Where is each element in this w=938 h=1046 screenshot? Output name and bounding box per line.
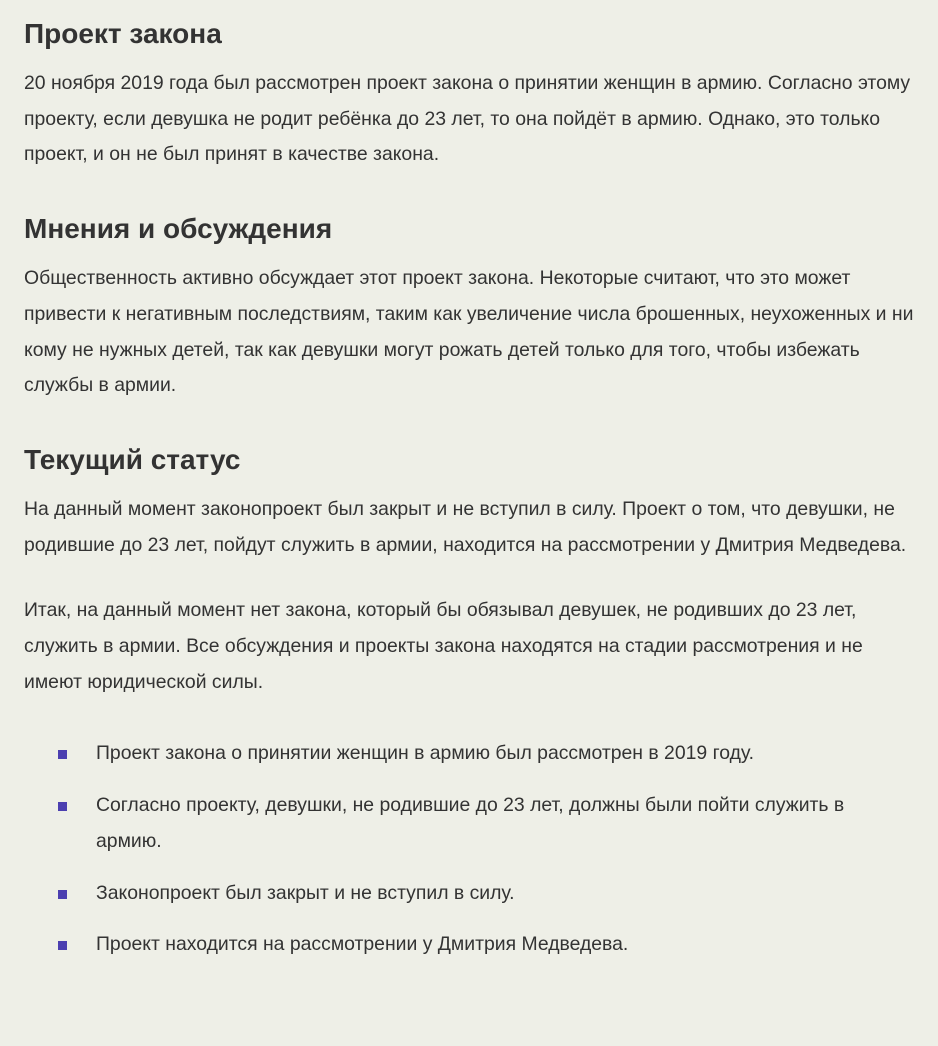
section-heading: Мнения и обсуждения [24, 213, 333, 245]
paragraph: Итак, на данный момент нет закона, который бы обязывал девушек, не родивших до 23 лет, служить в армии. Все обсуждения и проекты закона находятся на стадии рассмотрения и не имеют юридической силы. [24, 599, 863, 693]
section-heading: Текущий статус [24, 443, 241, 475]
list-item: Законопроект был закрыт и не вступил в силу. [58, 876, 914, 912]
summary-list [24, 736, 914, 963]
list-item: Проект находится на рассмотрении у Дмитрия Медведева. [58, 927, 914, 963]
section-heading: Проект закона [24, 18, 222, 49]
list-item: Согласно проекту, девушки, не родившие до 23 лет, должны были пойти служить в армию. [58, 788, 914, 859]
list-item: Проект закона о принятии женщин в армию был рассмотрен в 2019 году. [58, 736, 914, 772]
paragraph: Общественность активно обсуждает этот проект закона. Некоторые считают, что это может привести к негативным последствиям, таким как увеличение числа брошенных, неухоженных и ни кому не нужных детей, так как девушки могут рожать детей только для того, чтобы избежать службы в армии. [24, 267, 914, 397]
paragraph: 20 ноября 2019 года был рассмотрен проект закона о принятии женщин в армию. Согласно этому проекту, если девушка не родит ребёнка до 23 лет, то она пойдёт в армию. Однако, это только проект, и он не был принят в качестве закона. [24, 72, 911, 166]
paragraph: На данный момент законопроект был закрыт и не вступил в силу. Проект о том, что девушки, не родившие до 23 лет, пойдут служить в армии, находится на рассмотрении у Дмитрия Медведева. [24, 497, 907, 556]
